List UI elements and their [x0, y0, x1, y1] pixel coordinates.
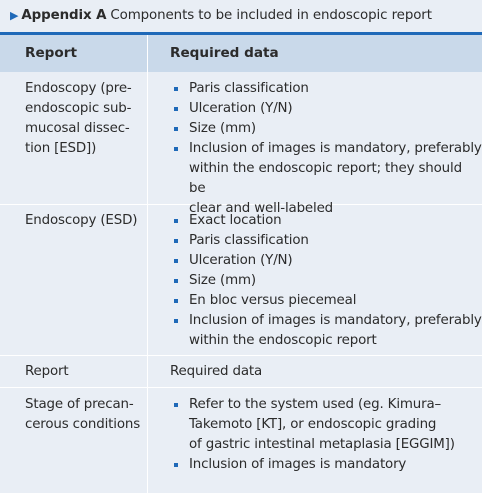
list-item	[170, 99, 482, 119]
item-line: Size (mm)	[189, 273, 256, 288]
row-divider	[0, 387, 482, 388]
report-line: endoscopic sub-	[25, 101, 132, 116]
report-line: tion [ESD])	[25, 141, 97, 156]
report-line: cerous conditions	[25, 417, 141, 432]
table-row-4-required-data	[170, 395, 482, 475]
table-row-1-report	[25, 79, 143, 159]
list-item	[170, 291, 482, 311]
column-divider	[147, 35, 148, 493]
item-line: Size (mm)	[189, 121, 256, 136]
item-line: Paris classification	[189, 233, 309, 248]
column-header-required-data: Required data	[170, 45, 279, 61]
item-line: En bloc versus piecemeal	[189, 293, 357, 308]
list-item	[170, 251, 482, 271]
item-line: Exact location	[189, 213, 282, 228]
list-item	[170, 119, 482, 139]
list-item	[170, 231, 482, 251]
table-row-1-required-data	[170, 79, 482, 219]
row-divider	[0, 355, 482, 356]
item-line: Inclusion of images is mandatory, preferably	[189, 313, 482, 328]
appendix-title: Components to be included in endoscopic report	[110, 8, 432, 23]
list-item	[170, 395, 482, 455]
appendix-label: Appendix A	[21, 8, 107, 23]
report-line: Endoscopy (ESD)	[25, 213, 138, 228]
list-item	[170, 211, 482, 231]
item-line: Inclusion of images is mandatory	[189, 457, 407, 472]
table-row-2-required-data	[170, 211, 482, 351]
table-row-3-required-data: Required data	[170, 364, 263, 379]
item-line: Takemoto [KT], or endoscopic grading	[189, 417, 437, 432]
column-header-report: Report	[25, 45, 77, 61]
list-item	[170, 311, 482, 351]
item-line: clear and well-labeled	[189, 201, 334, 216]
item-line: Paris classification	[189, 81, 309, 96]
list-item	[170, 455, 482, 475]
table-row-4-report	[25, 395, 143, 435]
item-line: Ulceration (Y/N)	[189, 101, 293, 116]
item-line: Refer to the system used (eg. Kimura–	[189, 397, 442, 412]
appendix-caption	[10, 8, 432, 23]
report-line: Stage of precan-	[25, 397, 134, 412]
report-line: mucosal dissec-	[25, 121, 130, 136]
triangle-marker-icon: ▶	[10, 9, 19, 22]
item-line: within the endoscopic report	[189, 333, 377, 348]
item-line: Inclusion of images is mandatory, preferably	[189, 141, 482, 156]
report-line: Report	[25, 364, 69, 379]
report-line: Endoscopy (pre-	[25, 81, 132, 96]
table-row-3-report	[25, 362, 143, 382]
list-item	[170, 79, 482, 99]
item-line: of gastric intestinal metaplasia [EGGIM])	[189, 437, 455, 452]
item-line: Ulceration (Y/N)	[189, 253, 293, 268]
list-item	[170, 271, 482, 291]
table-row-2-report	[25, 211, 143, 231]
list-item	[170, 139, 482, 219]
item-line: within the endoscopic report; they should be	[189, 161, 462, 196]
table-header	[0, 35, 482, 72]
